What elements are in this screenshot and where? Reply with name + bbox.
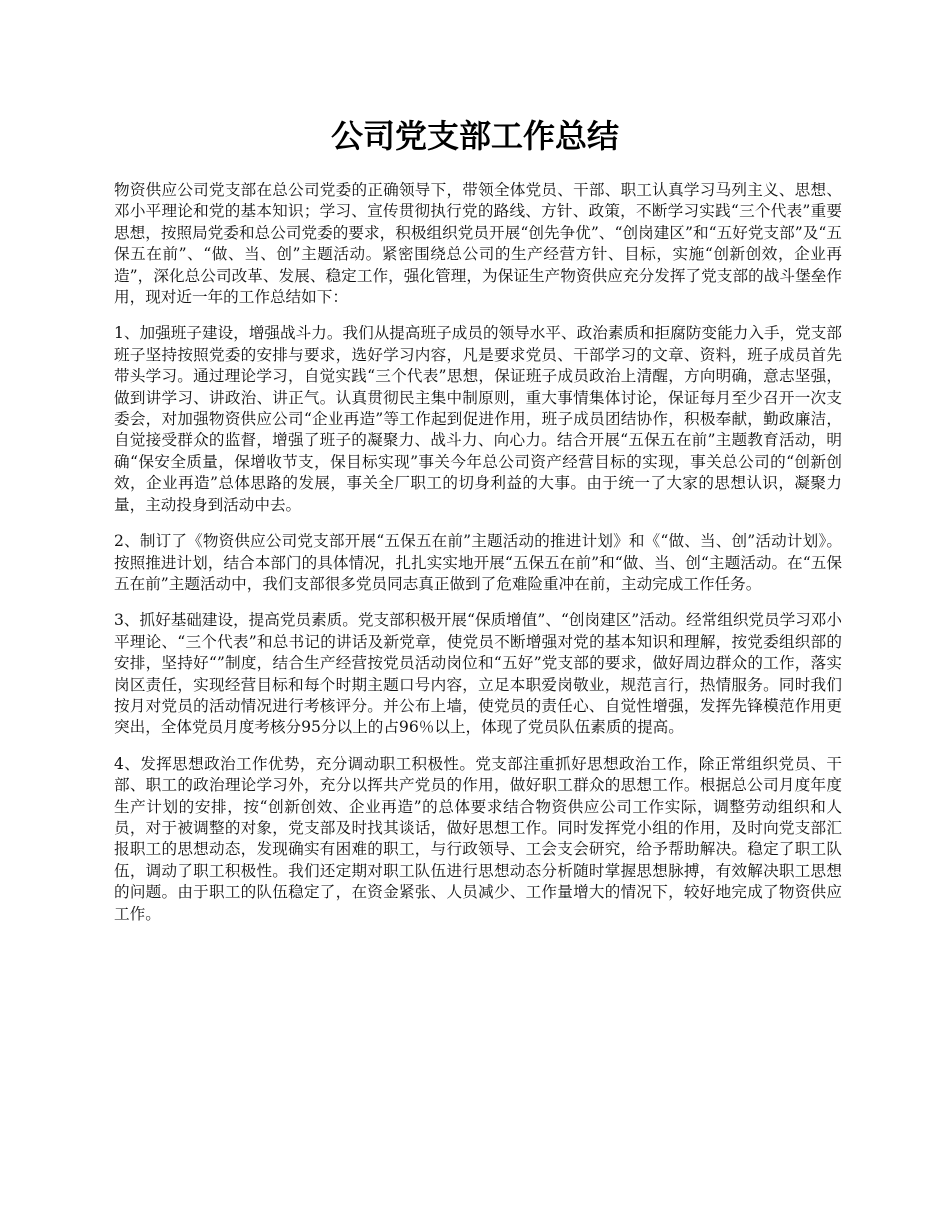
paragraph-leadership: 1、加强班子建设，增强战斗力。我们从提高班子成员的领导水平、政治素质和拒腐防变能力入手，党支部班子坚持按照党委的安排与要求，选好学习内容，凡是要求党员、干部学习的文章、资料，班子成员首先带头学习。通过理论学习，自觉实践“三个代表”思想，保证班子成员政治上清醒，方向明确，意志坚强，做到讲学习、讲政治、讲正气。认真贯彻民主集中制原则，重大事情集体讨论，保证每月至少召开一次支委会，对加强物资供应公司“企业再造”等工作起到促进作用，班子成员团结协作，积极奉献，勤政廉洁，自觉接受群众的监督，增强了班子的凝聚力、战斗力、向心力。结合开展“五保五在前”主题教育活动，明确“保安全质量，保增收节支，保目标实现”事关今年总公司资产经营目标的实现，事关总公司的“创新创效，企业再造”总体思路的发展，事关全厂职工的切身利益的大事。由于统一了大家的思想认识，凝聚力量，主动投身到活动中去。 [114, 324, 842, 514]
paragraph-ideology: 4、发挥思想政治工作优势，充分调动职工积极性。党支部注重抓好思想政治工作，除正常组织党员、干部、职工的政治理论学习外，充分以挥共产党员的作用，做好职工群众的思想工作。根据总公司月度年度生产计划的安排，按“创新创效、企业再造”的总体要求结合物资供应公司工作实际，调整劳动组织和人员，对于被调整的对象，党支部及时找其谈话，做好思想工作。同时发挥党小组的作用，及时向党支部汇报职工的思想动态，发现确实有困难的职工，与行政领导、工会支会研究，给予帮助解决。稳定了职工队伍，调动了职工积极性。我们还定期对职工队伍进行思想动态分析随时掌握思想脉搏，有效解决职工思想的问题。由于职工的队伍稳定了，在资金紧张、人员减少、工作量增大的情况下，较好地完成了物资供应工作。 [114, 754, 842, 923]
paragraph-foundation: 3、抓好基础建设，提高党员素质。党支部积极开展“保质增值”、“创岗建区”活动。经常组织党员学习邓小平理论、“三个代表”和总书记的讲话及新党章，使党员不断增强对党的基本知识和理解，按党委组织部的安排，坚持好“”制度，结合生产经营按党员活动岗位和“五好”党支部的要求，做好周边群众的工作，落实岗区责任，实现经营目标和每个时期主题口号内容，立足本职爱岗敬业，规范言行，热情服务。同时我们按月对党员的活动情况进行考核评分。并公布上墙，使党员的责任心、自觉性增强，发挥先锋模范作用更突出，全体党员月度考核分95分以上的占96％以上，体现了党员队伍素质的提高。 [114, 611, 842, 737]
document-title: 公司党支部工作总结 [330, 117, 619, 155]
document-body [114, 180, 842, 940]
paragraph-plans: 2、制订了《物资供应公司党支部开展“五保五在前”主题活动的推进计划》和《“做、当、创”活动计划》。按照推进计划，结合本部门的具体情况，扎扎实实地开展“五保五在前”和“做、当、创“主题活动。在“五保五在前”主题活动中，我们支部很多党员同志真正做到了危难险重冲在前，主动完成工作任务。 [114, 532, 842, 593]
intro-paragraph: 物资供应公司党支部在总公司党委的正确领导下，带领全体党员、干部、职工认真学习马列主义、思想、邓小平理论和党的基本知识；学习、宣传贯彻执行党的路线、方针、政策，不断学习实践“三个代表”重要思想，按照局党委和总公司党委的要求，积极组织党员开展“创先争优”、“创岗建区”和“五好党支部”及“五保五在前”、“做、当、创”主题活动。紧密围绕总公司的生产经营方针、目标，实施“创新创效，企业再造”，深化总公司改革、发展、稳定工作，强化管理，为保证生产物资供应充分发挥了党支部的战斗堡垒作用，现对近一年的工作总结如下： [114, 181, 842, 307]
